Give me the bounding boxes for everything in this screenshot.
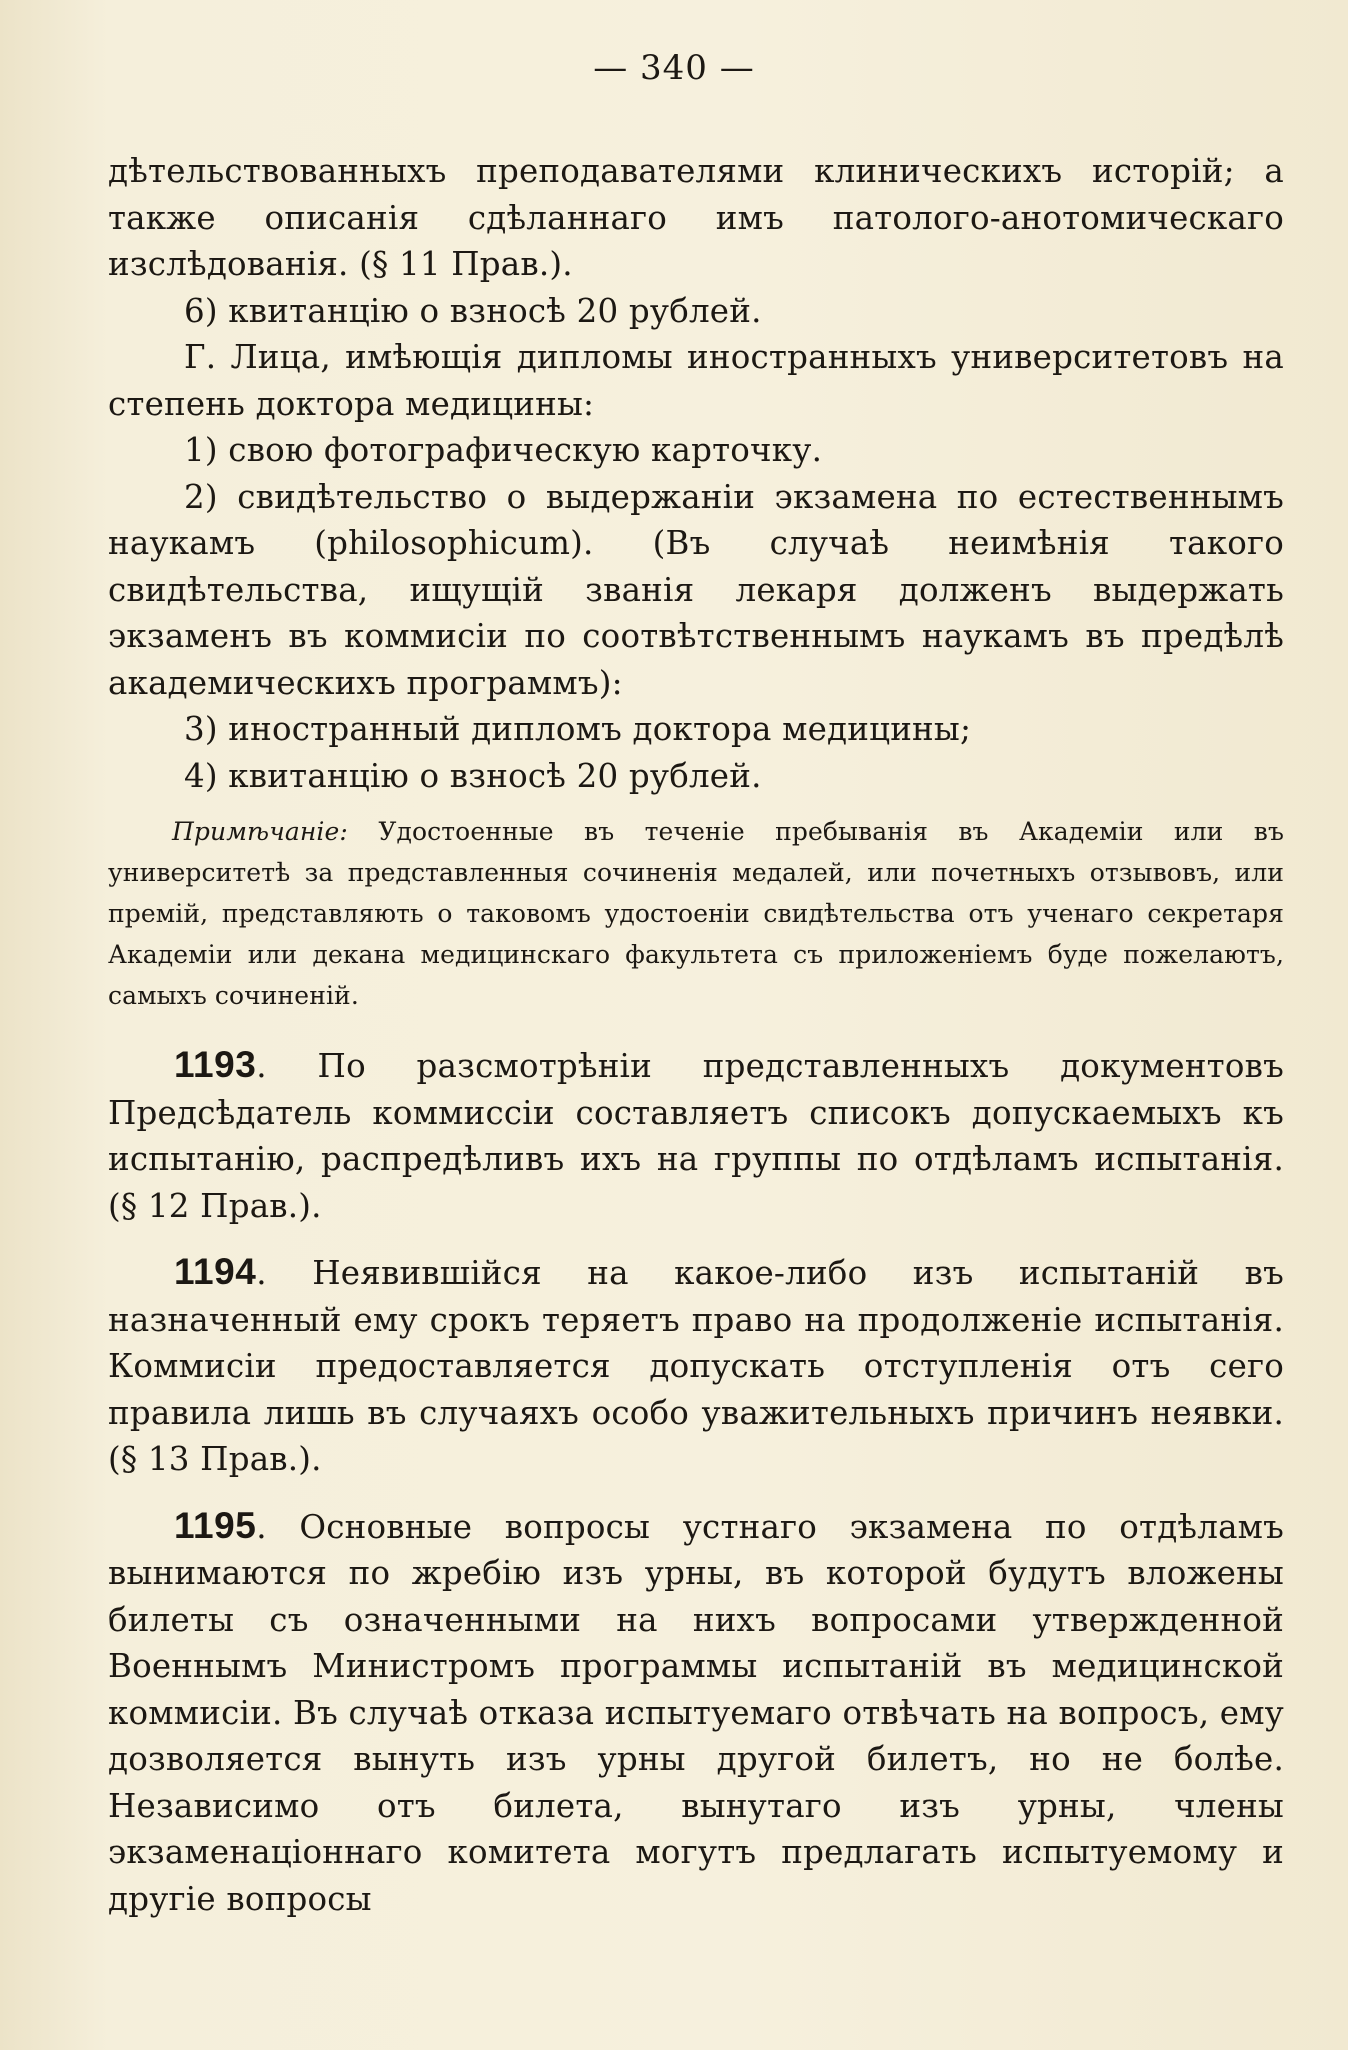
note-text: Удостоенные въ теченіе пребыванія въ Академіи или въ университетѣ за представленныя сочиненія медалей, или почетныхъ отзывовъ, или премій, представляють о таковомъ удостоеніи свидѣтельства отъ ученаго секретаря Академіи или декана медицинскаго факультета съ приложеніемъ буде пожелаютъ, самыхъ сочиненій. — [108, 817, 1284, 1010]
article-text: . По разсмотрѣніи представленныхъ документовъ Предсѣдатель коммиссіи составляетъ списокъ допускаемыхъ къ испытанію, распредѣливъ ихъ на группы по отдѣламъ испытанія. (§ 12 Прав.). — [108, 1047, 1284, 1225]
note-label: Примѣчаніе: — [172, 817, 348, 846]
article-1195 — [108, 1503, 1284, 1923]
list-item-1: 1) свою фотографическую карточку. — [184, 431, 823, 469]
article-1194 — [108, 1249, 1284, 1483]
list-item-3: 3) иностранный дипломъ доктора медицины; — [184, 710, 972, 748]
list-item-2: 2) свидѣтельство о выдержаніи экзамена по естественнымъ наукамъ (philosophicum). (Въ случаѣ неимѣнія такого свидѣтельства, ищущій званія лекаря долженъ выдержать экзаменъ въ коммисіи по соотвѣтственнымъ наукамъ въ предѣлѣ академическихъ программъ): — [108, 477, 1284, 702]
article-text: . Неявившійся на какое-либо изъ испытаній въ назначенный ему срокъ теряетъ право на продолженіе испытанія. Коммисіи предоставляется допускать отступленія отъ сего правила лишь въ случаяхъ особо уважительныхъ причинъ неявки. (§ 13 Прав.). — [108, 1254, 1284, 1478]
note-paragraph — [108, 811, 1284, 1016]
article-number: 1195 — [174, 1504, 257, 1546]
article-number: 1194 — [174, 1251, 257, 1292]
article-1193 — [108, 1042, 1284, 1229]
page-body — [108, 148, 1284, 1922]
article-text: . Основные вопросы устнаго экзамена по отдѣламъ вынимаются по жребію изъ урны, въ которой будутъ вложены билеты съ означенными на нихъ вопросами утвержденной Военнымъ Министромъ программы испытаній въ медицинской коммисіи. Въ случаѣ отказа испытуемаго отвѣчать на вопросъ, ему дозволяется вынуть изъ урны другой билетъ, но не болѣе. Независимо отъ билета, вынутаго изъ урны, члены экзаменаціоннаго комитета могутъ предлагать испытуемому и другіе вопросы — [108, 1507, 1284, 1918]
section-g-heading: Г. Лица, имѣющія дипломы иностранныхъ университетовъ на степень доктора медицины: — [108, 338, 1284, 423]
list-item-4: 4) квитанцію о взносѣ 20 рублей. — [184, 756, 762, 795]
paragraph-continuation: дѣтельствованныхъ преподавателями клиническихъ исторій; а также описанія сдѣланнаго имъ патолого-анотомическаго изслѣдованія. (§ 11 Прав.). — [108, 152, 1284, 283]
list-item-6: 6) квитанцію о взносѣ 20 рублей. — [184, 291, 762, 330]
article-number: 1193 — [174, 1044, 257, 1085]
page-number: — 340 — — [593, 48, 755, 88]
